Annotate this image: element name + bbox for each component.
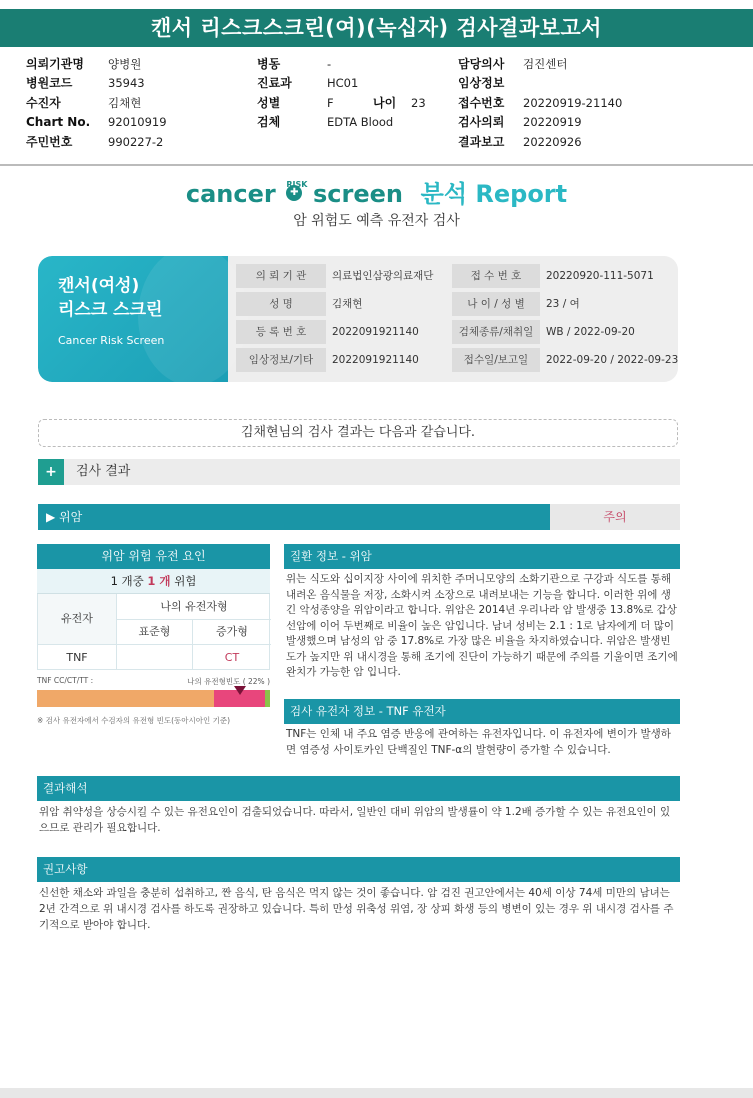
gastric-cancer-label: ▶ 위암 [38,504,550,530]
meta-key: 검체 [257,115,281,130]
meta-col-1 [26,55,256,152]
product-badge [38,256,228,382]
meta-value: 990227-2 [108,134,164,149]
meta-row [26,55,256,74]
meta-row [458,74,718,93]
info-label: 임상정보/기타 [236,348,326,372]
gene-column-header: 유전자 [38,594,116,644]
frequency-segment [37,690,214,707]
meta-value: 92010919 [108,115,167,130]
meta-value: 양병원 [108,57,142,71]
recommendation-body: 신선한 채소와 과일을 충분히 섭취하고, 짠 음식, 탄 음식은 먹지 않는 것이 좋습니다. 암 검진 권고안에서는 40세 이상 74세 미만의 남녀는 2년 간격으로 위 내시경 검사를 하도록 권장하고 있습니다. 특히 만성 위축성 위염, 장 상피 화생 등의 병변이 있는 경우 위 내시경 검사를 주기적으로 받아야 합니다. [39,887,674,931]
badge-decoration [138,256,248,382]
meta-col-2 [257,55,457,133]
normal-type-header: 표준형 [138,625,171,638]
info-value: 의료법인삼광의료재단 [332,270,434,282]
meta-key: 병동 [257,57,281,71]
meta-row [26,113,256,132]
badge-title-line1: 캔서(여성) [58,276,140,296]
info-label: 접 수 번 호 [452,264,540,288]
meta-key: 진료과 [257,76,292,91]
frequency-segment [265,690,270,707]
meta-value: F [327,95,334,110]
meta-row [458,94,718,113]
meta-value: EDTA Blood [327,115,394,130]
risk-type-header: 증가형 [216,625,248,638]
my-frequency-label: 나의 유전형빈도 ( 22% ) [187,677,270,686]
logo-risk-text: RISK [286,180,308,189]
meta-value: - [327,57,332,71]
interpretation-panel [37,776,680,836]
age-key: 나이 [373,95,397,110]
info-label: 접수일/보고일 [452,348,540,372]
my-frequency-marker-icon [234,686,246,695]
header-divider [0,164,753,166]
risk-factor-table [37,544,270,670]
meta-key: 성별 [257,95,281,110]
page-bottom-strip [0,1088,753,1098]
info-label: 등 록 번 호 [236,320,326,344]
result-summary: 김채현님의 검사 결과는 다음과 같습니다. [38,419,678,447]
meta-value: 20220919-21140 [523,95,623,110]
meta-value: 검진센터 [523,57,568,71]
risk-count-post: 위험 [170,574,197,588]
section-header [38,459,680,485]
risk-table-header: 위암 위험 유전 요인 [37,544,270,569]
meta-key: 의뢰기관명 [26,57,84,71]
report-subtitle: 암 위험도 예측 유전자 검사 [293,213,460,229]
meta-row [26,74,256,93]
frequency-note: ※ 검사 유전자에서 수검자의 유전형 빈도(동아시아인 기준) [37,716,231,725]
medical-kit-icon: + [38,459,64,485]
gene-name: TNF [66,651,88,664]
patient-info-card [38,256,678,382]
age-value: 23 [411,95,426,110]
meta-key: 주민번호 [26,134,73,149]
meta-key: 수진자 [26,95,61,110]
interpretation-body: 위암 취약성을 상승시킬 수 있는 유전요인이 검출되었습니다. 따라서, 일반인 대비 위암의 발생률이 약 1.2배 증가할 수 있는 유전요인이 있으므로 관리가 필요합니다. [39,806,671,834]
genotype-frequency-bar [37,690,270,707]
meta-row [458,55,718,74]
frequency-genotypes: TNF CC/CT/TT : [37,676,94,685]
meta-row [26,133,256,152]
meta-row [26,94,256,113]
info-value: 김채현 [332,298,363,310]
interpretation-title: 결과해석 [37,776,680,801]
meta-value: 20220926 [523,134,582,149]
disease-info-body: 위는 식도와 십이지장 사이에 위치한 주머니모양의 소화기관으로 구강과 식도를 통해 내려온 음식물을 저장, 소화시켜 소장으로 내려보내는 기능을 합니다. 이러한 위에 생긴 악성종양을 위암이라고 합니다. 위암은 2014년 우리나라 암 발생중 13.8%로 갑상선암에 이어 두번째로 비율이 높은 암입니다. 남녀 성비는 2.1 : 1로 남자에게 더 많이 발생했으며 남성의 암 중 17.8%로 가장 많은 비율을 차지하였습니다. 위암은 발생빈도가 높지만 위 내시경을 통해 조기에 진단이 가능하기 때문에 주의를 기울이면 조기에 완치가 가능한 암 입니다. [286,573,678,678]
recommendation-panel [37,857,680,933]
risk-grid [37,594,270,670]
info-value: WB / 2022-09-20 [546,326,635,338]
logo-screen-text: screen [313,180,404,208]
info-label: 의 뢰 기 관 [236,264,326,288]
gene-info-title: 검사 유전자 정보 - TNF 유전자 [284,699,680,724]
logo-cancer-text: cancer [185,180,276,208]
meta-value: HC01 [327,76,359,91]
meta-value: 35943 [108,76,145,91]
meta-value: 김채현 [108,95,142,110]
gene-info-body: TNF는 인체 내 주요 염증 반응에 관여하는 유전자입니다. 이 유전자에 변이가 발생하면 염증성 사이토카인 단백질인 TNF-α의 발현량이 증가할 수 있습니다. [286,728,671,756]
gastric-status-badge: 주의 [603,510,627,524]
meta-key: 병원코드 [26,76,73,91]
risk-count-highlight: 1 개 [147,574,171,588]
cancer-screen-logo [0,174,753,209]
info-value: 23 / 여 [546,298,580,310]
meta-row [257,94,457,113]
recommendation-title: 권고사항 [37,857,680,882]
meta-col-3 [458,55,718,152]
meta-row [458,133,718,152]
meta-row [458,113,718,132]
info-value: 2022091921140 [332,354,419,366]
meta-key: 임상정보 [458,76,505,91]
badge-english: Cancer Risk Screen [58,334,165,347]
info-value: 20220920-111-5071 [546,270,654,282]
disease-info-title: 질환 정보 - 위암 [284,544,680,569]
risk-count-pre: 1 개중 [110,574,148,588]
meta-key: 담당의사 [458,57,505,71]
logo-report-text: 분석 Report [420,180,568,208]
meta-key: Chart No. [26,115,91,130]
logo-risk-icon: ✚ RISK [286,185,302,201]
report-title: 캔서 리스크스크린(여)(녹십자) 검사결과보고서 [0,9,753,47]
gastric-cancer-bar [38,504,680,530]
meta-key: 검사의뢰 [458,115,505,130]
info-value: 2022091921140 [332,326,419,338]
meta-key: 결과보고 [458,134,505,149]
disease-info-panel [284,544,680,681]
meta-row [257,55,457,74]
section-title: 검사 결과 [76,464,131,479]
gene-info-panel [284,699,680,758]
info-label: 나 이 / 성 별 [452,292,540,316]
meta-key: 접수번호 [458,95,505,110]
info-value: 2022-09-20 / 2022-09-23 [546,354,678,366]
genotype-column-header: 나의 유전자형 [160,600,228,613]
risk-genotype-value: CT [224,651,240,664]
info-label: 성 명 [236,292,326,316]
risk-count [37,569,270,594]
info-label: 검체종류/채취일 [452,320,540,344]
meta-row [257,113,457,132]
meta-row [257,74,457,93]
badge-title-line2: 리스크 스크린 [58,300,163,320]
normal-genotype-value [117,645,192,670]
meta-value: 20220919 [523,115,582,130]
